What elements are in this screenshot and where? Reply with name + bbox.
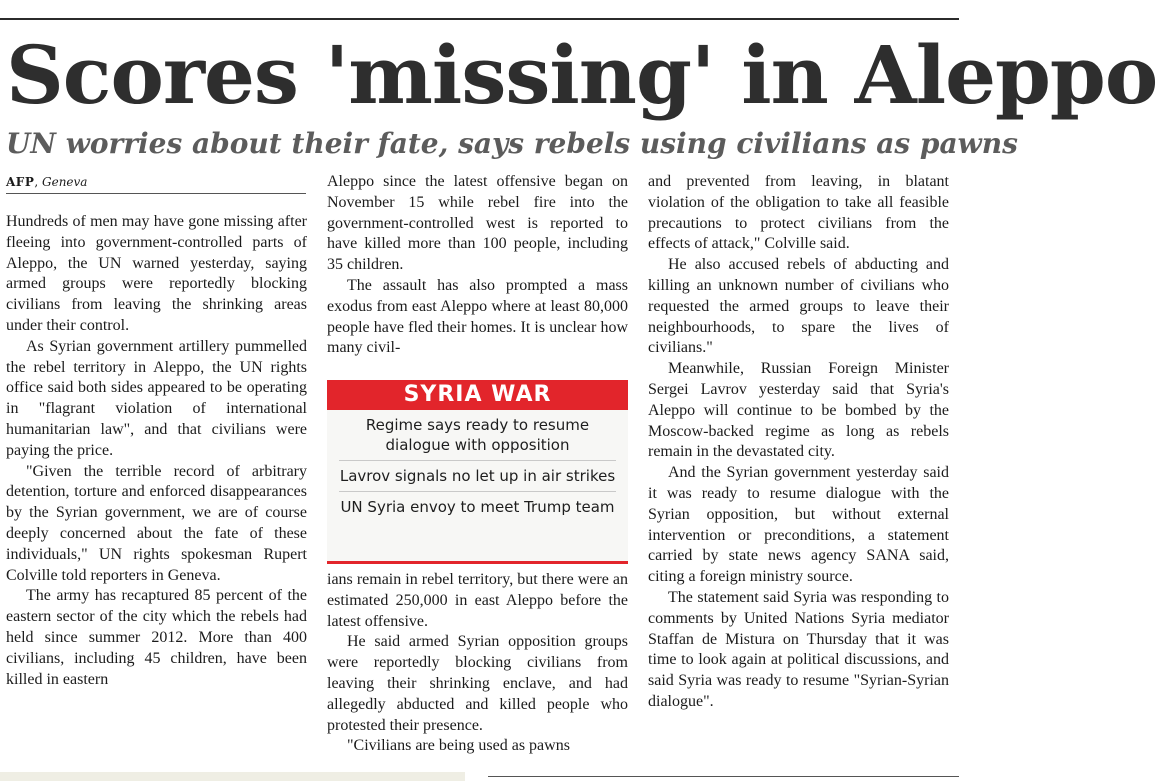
- paragraph: He said armed Syrian opposition groups were reportedly blocking civilians from leaving their shrinking enclave, and had allegedly abducted and killed people who protested their presence.: [327, 633, 628, 734]
- article-column-2-top: [327, 172, 628, 359]
- related-story-link[interactable]: Lavrov signals no let up in air strikes: [339, 461, 616, 492]
- paragraph: As Syrian government artillery pummelled the rebel territory in Aleppo, the UN rights office said both sides appeared to be operating in "flagrant violation of international humanitarian law", and that civilians were paying the price.: [6, 337, 307, 459]
- related-story-link[interactable]: UN Syria envoy to meet Trump team: [340, 498, 615, 516]
- article-column-3: [648, 172, 949, 713]
- paragraph: "Civilians are being used as pawns: [347, 737, 570, 755]
- paragraph: Aleppo since the latest offensive began on November 15 while rebel fire into the government-controlled west is reported to have killed more than 100 people, including 35 children.: [327, 173, 628, 274]
- paragraph: And the Syrian government yesterday said it was ready to resume dialogue with the Syrian opposition, but without external intervention or preconditions, a statement carried by state news agency SANA said, citing a foreign ministry source.: [648, 464, 949, 586]
- related-story-link[interactable]: Regime says ready to resume dialogue with opposition: [339, 410, 616, 461]
- article-column-2-bottom: [327, 570, 628, 757]
- adjacent-article-edge: [0, 772, 465, 781]
- paragraph: ians remain in rebel territory, but there were an estimated 250,000 in east Aleppo before the latest offensive.: [327, 571, 628, 630]
- article-column-1: [6, 212, 307, 690]
- paragraph: Hundreds of men may have gone missing after fleeing into government-controlled parts of Aleppo, the UN warned yesterday, saying armed groups were reportedly blocking civilians from leaving the shrinking areas under their control.: [6, 213, 307, 334]
- agency-credit: AFP: [6, 175, 35, 189]
- related-stories-box: [327, 380, 628, 564]
- top-rule: [0, 18, 959, 20]
- dateline-location: Geneva: [42, 175, 88, 189]
- box-tag: SYRIA WAR: [327, 380, 628, 410]
- paragraph: "Given the terrible record of arbitrary detention, torture and enforced disappearances by the Syrian government, we are of course deeply concerned about the fate of these individuals," UN rights spokesman Rupert Colville told reporters in Geneva.: [6, 462, 307, 584]
- subheadline: UN worries about their fate, says rebels using civilians as pawns: [6, 127, 1018, 160]
- paragraph: and prevented from leaving, in blatant violation of the obligation to take all feasible precautions to protect civilians from the effects of attack," Colville said.: [648, 173, 949, 253]
- headline: Scores 'missing' in Aleppo: [6, 28, 1157, 122]
- paragraph: The assault has also prompted a mass exodus from east Aleppo where at least 80,000 people have fled their homes. It is unclear how many civil-: [327, 276, 628, 357]
- dateline: AFP, Geneva: [6, 174, 306, 194]
- paragraph: The army has recaptured 85 percent of the eastern sector of the city which the rebels had held since summer 2012. More than 400 civilians, including 45 children, have been killed in eastern: [6, 587, 307, 688]
- bottom-rule: [488, 776, 959, 777]
- paragraph: Meanwhile, Russian Foreign Minister Sergei Lavrov yesterday said that Syria's Aleppo will continue to be bombed by the Moscow-backed regime as long as rebels remain in the devastated city.: [648, 360, 949, 461]
- paragraph: The statement said Syria was responding to comments by United Nations Syria mediator Staffan de Mistura on Thursday that it was time to look again at political discussions, and said Syria was ready to resume "Syrian-Syrian dialogue".: [648, 588, 949, 710]
- paragraph: He also accused rebels of abducting and killing an unknown number of civilians who requested the armed groups to leave their neighbourhoods, to spare the lives of civilians.": [648, 256, 949, 357]
